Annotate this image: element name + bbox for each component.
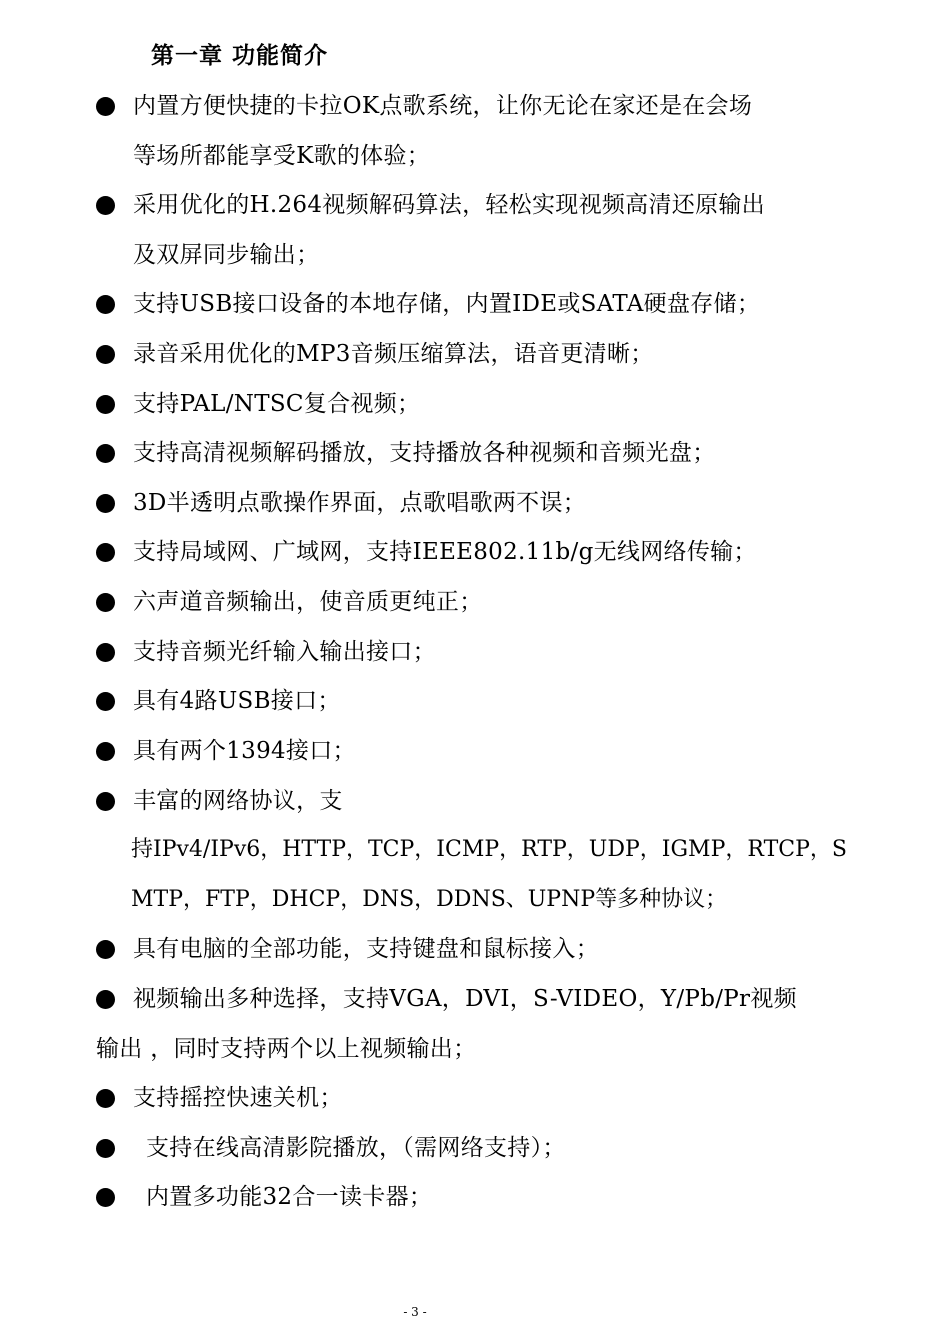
bullet-icon [96, 742, 115, 761]
bullet-icon [96, 543, 115, 562]
feature-line: 具有电脑的全部功能，支持键盘和鼠标接入； [133, 936, 599, 962]
feature-line-continued: 等场所都能享受K歌的体验； [133, 143, 431, 169]
feature-line-continued: MTP，FTP，DHCP，DNS，DDNS、UPNP等多种协议； [131, 887, 728, 912]
bullet-icon [96, 345, 115, 364]
bullet-icon [96, 990, 115, 1009]
feature-line: 内置方便快捷的卡拉OK点歌系统，让你无论在家还是在会场 [133, 93, 753, 119]
feature-line: 支持高清视频解码播放，支持播放各种视频和音频光盘； [133, 440, 716, 466]
feature-line: 支持摇控快速关机； [133, 1085, 343, 1111]
feature-line: 具有两个1394接口； [133, 738, 356, 764]
bullet-icon [96, 295, 115, 314]
bullet-icon [96, 395, 115, 414]
feature-line-continued: 持IPv4/IPv6，HTTP，TCP，ICMP，RTP，UDP，IGMP，RTCP，S [131, 837, 847, 862]
feature-line: 支持在线高清影院播放，（需网络支持）； [146, 1135, 566, 1161]
bullet-icon [96, 494, 115, 513]
bullet-icon [96, 196, 115, 215]
feature-line-continued: 及双屏同步输出； [133, 242, 320, 268]
feature-line-continued: 输出 ，同时支持两个以上视频输出； [96, 1036, 477, 1062]
feature-line: 六声道音频输出，使音质更纯正； [133, 589, 483, 615]
feature-line: 采用优化的H.264视频解码算法，轻松实现视频高清还原输出 [133, 192, 765, 218]
feature-line: 支持局域网、广域网，支持IEEE802.11b/g无线网络传输； [133, 539, 757, 565]
feature-line: 支持音频光纤输入输出接口； [133, 639, 436, 665]
bullet-icon [96, 1188, 115, 1207]
bullet-icon [96, 1089, 115, 1108]
feature-line: 丰富的网络协议，支 [133, 788, 343, 814]
feature-line: 视频输出多种选择，支持VGA，DVI，S-VIDEO，Y/Pb/Pr视频 [133, 986, 797, 1012]
bullet-icon [96, 444, 115, 463]
chapter-heading: 第一章 功能简介 [151, 43, 329, 69]
bullet-icon [96, 643, 115, 662]
feature-line: 具有4路USB接口； [133, 688, 341, 714]
bullet-icon [96, 692, 115, 711]
feature-line: 3D半透明点歌操作界面，点歌唱歌两不误； [133, 490, 587, 516]
feature-line: 内置多功能32合一读卡器； [146, 1184, 433, 1210]
feature-line: 录音采用优化的MP3音频压缩算法，语音更清晰； [133, 341, 654, 367]
bullet-icon [96, 97, 115, 116]
feature-line: 支持USB接口设备的本地存储，内置IDE或SATA硬盘存储； [133, 291, 761, 317]
feature-line: 支持PAL/NTSC复合视频； [133, 391, 421, 417]
bullet-icon [96, 940, 115, 959]
bullet-icon [96, 593, 115, 612]
bullet-icon [96, 792, 115, 811]
page-number: - 3 - [403, 1305, 427, 1319]
bullet-icon [96, 1139, 115, 1158]
